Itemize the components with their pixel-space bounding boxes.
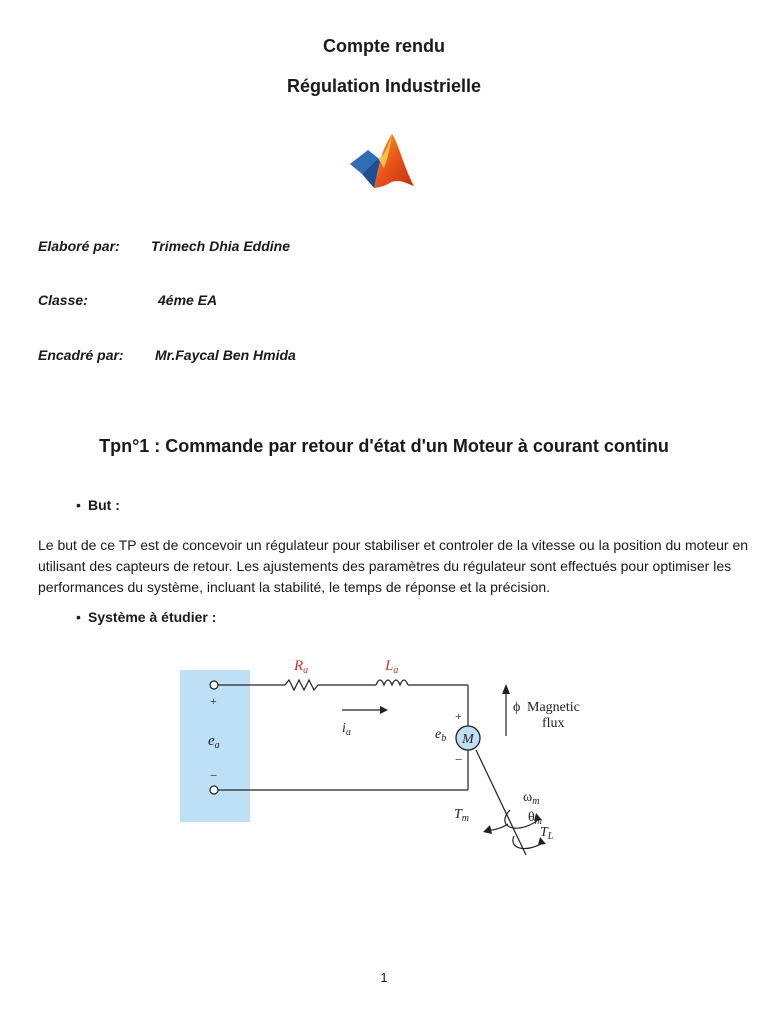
system-heading-text: Système à étudier :	[88, 609, 217, 625]
but-paragraph: Le but de ce TP est de concevoir un régulateur pour stabiliser et controler de la vitesse ou la position du moteur en utilisant des capteurs de retour. Les ajustements des paramètres du régulateur sont effectués pour optimiser les performances du système, incluant la stabilité, le temps de réponse et la précision.	[38, 537, 749, 595]
tl-label: $T_L$	[540, 825, 554, 842]
phi-label: ϕ	[513, 700, 521, 715]
theta-label: $\theta_m$	[528, 810, 542, 827]
ea-label: $e_a$	[208, 733, 220, 751]
ia-label: $i_a$	[342, 721, 351, 738]
system-heading	[76, 609, 216, 625]
report-title: Compte rendu	[322, 36, 445, 56]
author-label: Elaboré par:	[38, 238, 120, 254]
bullet-icon: •	[76, 497, 81, 513]
but-heading-text: But :	[88, 497, 120, 513]
omega-label: $\omega_m$	[523, 790, 540, 807]
course-title: Régulation Industrielle	[286, 76, 482, 96]
motor-shaft	[476, 750, 526, 855]
motor-label: M	[462, 732, 474, 747]
flux-label-line1: Magnetic	[527, 700, 580, 715]
but-heading	[76, 497, 120, 513]
supervisor-value: Mr.Faycal Ben Hmida	[155, 347, 296, 363]
la-label: $L_a$	[385, 658, 399, 676]
resistor-ra	[285, 680, 318, 690]
flux-label-line2: flux	[542, 716, 565, 731]
eb-label: $e_b$	[435, 727, 447, 744]
tm-label: $T_m$	[454, 807, 470, 824]
bullet-icon: •	[76, 609, 81, 625]
tp-title: Tpn°1 : Commande par retour d'état d'un Moteur à courant continu	[99, 436, 669, 456]
left-bottom-terminal	[210, 786, 218, 794]
class-label: Classe:	[38, 292, 88, 308]
supervisor-label: Encadré par:	[38, 347, 124, 363]
dc-motor-circuit-diagram	[180, 650, 600, 860]
minus-left: −	[210, 768, 218, 783]
ra-label: $R_a$	[294, 658, 309, 676]
page-number: 1	[380, 970, 388, 985]
inductor-la	[376, 680, 408, 685]
minus-motor: −	[455, 752, 463, 767]
plus-motor: +	[455, 709, 462, 723]
author-value: Trimech Dhia Eddine	[151, 238, 290, 254]
plus-left: +	[210, 694, 217, 708]
class-value: 4éme EA	[158, 292, 218, 308]
left-top-terminal	[210, 681, 218, 689]
matlab-logo-icon	[348, 128, 416, 194]
